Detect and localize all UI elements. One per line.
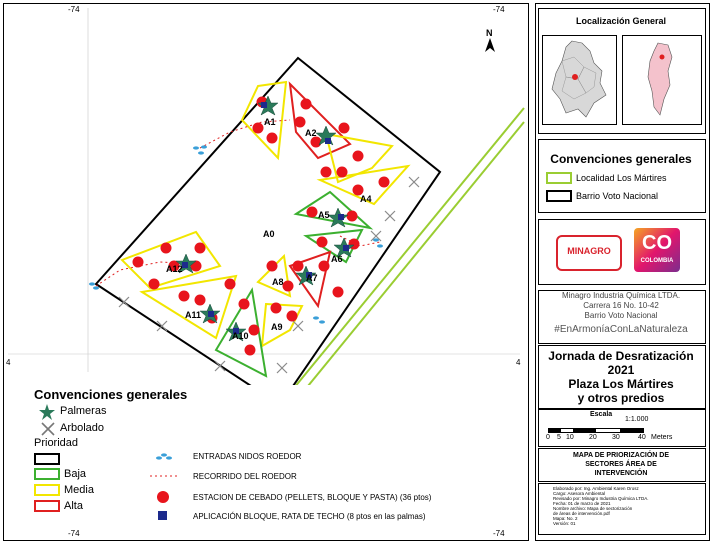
zone-label: A12 xyxy=(166,264,183,274)
co-logo-text: CO xyxy=(642,232,672,254)
nest-entry xyxy=(373,238,383,247)
legend-title: Convenciones generales xyxy=(34,387,188,402)
legend-priority-title: Prioridad xyxy=(34,437,79,449)
credit-line: Fecha: 01 de marzo de 2021 xyxy=(553,501,611,506)
credit-line: de áreas de intervención.pdf xyxy=(553,511,610,516)
credit-line: Revisado por: Minagro Industria Química LTDA. xyxy=(553,496,649,501)
scale-label: Escala xyxy=(590,411,613,418)
title-line3: Plaza Los Mártires xyxy=(568,377,674,391)
title-line2: 2021 xyxy=(607,363,635,377)
legend-box-medium xyxy=(34,484,60,496)
tree-legend-icon xyxy=(40,421,56,437)
tree-marker xyxy=(119,177,419,373)
zone-label: A7 xyxy=(306,273,318,283)
legend-neighborhood: Barrio Voto Nacional xyxy=(576,191,659,201)
block-legend-icon xyxy=(158,511,168,521)
legend-box-barrio xyxy=(546,190,572,202)
legend-locality: Localidad Los Mártires xyxy=(576,173,667,183)
north-arrow-icon xyxy=(485,28,495,52)
bait-station xyxy=(133,97,390,356)
scale-unit: Meters xyxy=(651,434,673,441)
locality-boundary xyxy=(280,108,524,385)
zone-label: A1 xyxy=(264,117,276,127)
location-title: Localización General xyxy=(575,16,667,26)
credit-line: Nombre archivo: Mapa de sectorización xyxy=(553,506,633,511)
zone-label: A5 xyxy=(318,210,330,220)
credit-line: Cargo: Asesora Ambiental xyxy=(553,491,606,496)
title-line4: y otros predios xyxy=(577,391,665,405)
bait-legend-icon xyxy=(156,490,170,504)
legend-box-neighborhood xyxy=(34,453,60,465)
credit-line: Versión: 01 xyxy=(553,521,576,526)
nest-entry xyxy=(193,145,207,154)
zone-label: A2 xyxy=(305,128,317,138)
scale-tick: 5 xyxy=(557,434,561,441)
scale-tick: 40 xyxy=(638,434,646,441)
coord-top-right: -74 xyxy=(493,5,505,14)
scale-tick: 30 xyxy=(612,434,620,441)
legend-nest-entries: ENTRADAS NIDOS ROEDOR xyxy=(193,452,302,461)
credit-line: Elaborado por: Ing. Ambiental Karen Orosz xyxy=(553,486,639,491)
scale-ratio: 1:1.000 xyxy=(625,416,649,423)
colombia-logo-text: COLOMBIA xyxy=(640,258,674,264)
legend-palms: Palmeras xyxy=(60,405,107,417)
zone-label: A10 xyxy=(232,331,249,341)
legend-trees: Arbolado xyxy=(60,422,105,434)
nest-legend-icon xyxy=(154,452,174,464)
legend-roof-block: APLICACIÓN BLOQUE, RATA DE TECHO (8 ptos en las palmas) xyxy=(193,512,426,521)
legend-box-high xyxy=(34,500,60,512)
legend-low: Baja xyxy=(64,468,87,480)
conventions-title: Convenciones generales xyxy=(550,152,692,166)
scale-bar xyxy=(548,428,644,433)
zone-label: A9 xyxy=(271,322,283,332)
coord-right-mid: 4 xyxy=(516,358,521,367)
country-map-icon xyxy=(544,37,614,121)
legend-medium: Media xyxy=(64,484,94,496)
city-map-icon xyxy=(624,37,698,121)
scale-tick: 20 xyxy=(589,434,597,441)
company-line3: Barrio Voto Nacional xyxy=(584,311,658,320)
map-title: MAPA DE PRIORIZACIÓN DE SECTORES ÁREA DE INTERVENCIÓN xyxy=(572,452,670,477)
legend-bait-stations: ESTACION DE CEBADO (PELLETS, BLOQUE Y PASTA) (36 ptos) xyxy=(193,493,432,502)
credit-line: Mapa: No. 2 xyxy=(553,516,578,521)
zone-label: A11 xyxy=(185,310,202,320)
legend-box-low xyxy=(34,468,60,480)
scale-tick: 10 xyxy=(566,434,574,441)
minagro-logo xyxy=(556,235,622,271)
coord-bottom-right: -74 xyxy=(493,529,505,538)
legend-box-locality xyxy=(546,172,572,184)
coord-bottom-left: -74 xyxy=(68,529,80,538)
hashtag: #EnArmoníaConLaNaturaleza xyxy=(554,324,688,335)
zone-label: A0 xyxy=(263,229,275,239)
company-line1: Minagro Industria Química LTDA. xyxy=(561,291,681,300)
legend-route: RECORRIDO DEL ROEDOR xyxy=(193,472,297,481)
palm-legend-icon xyxy=(38,403,56,421)
coord-top-left: -74 xyxy=(68,5,80,14)
minagro-logo-text: MINAGRO xyxy=(567,246,611,256)
zone-label: A6 xyxy=(331,254,343,264)
scale-tick: 0 xyxy=(546,434,550,441)
svg-text:N: N xyxy=(486,28,493,38)
nest-entry xyxy=(313,316,325,323)
title-line1: Jornada de Desratización xyxy=(548,349,694,363)
colombia-co-logo xyxy=(634,228,680,272)
coord-left-mid: 4 xyxy=(6,358,11,367)
zone-label: A8 xyxy=(272,277,284,287)
route-legend-icon xyxy=(150,471,180,481)
zone-label: A4 xyxy=(360,194,372,204)
company-line2: Carrera 16 No. 10-42 xyxy=(583,301,659,310)
legend-high: Alta xyxy=(64,500,83,512)
